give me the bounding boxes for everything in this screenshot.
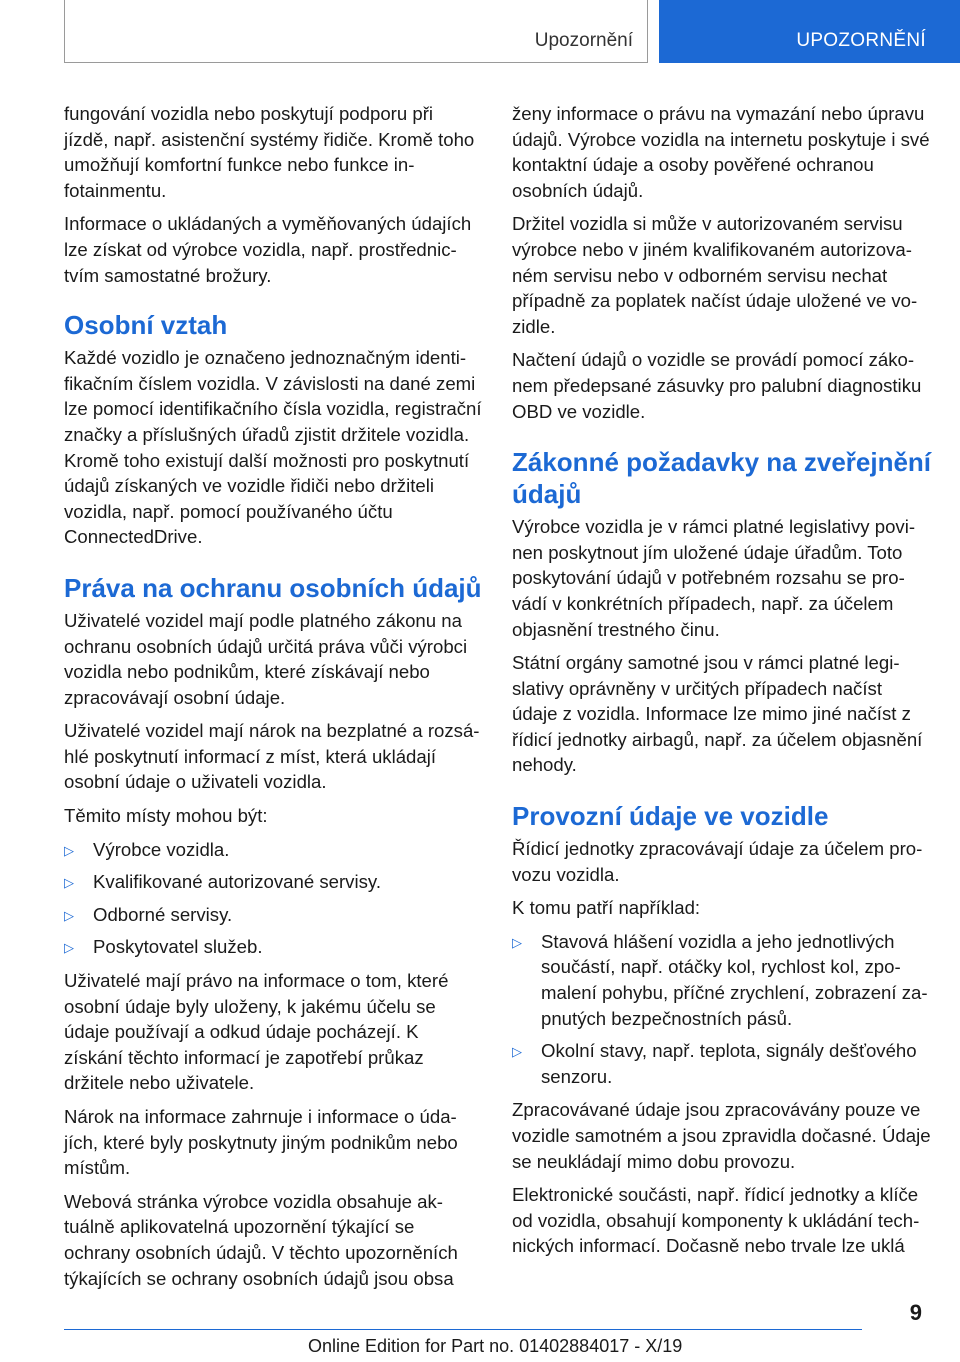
paragraph: K tomu patří například: xyxy=(512,897,701,919)
paragraph: Nárok na informace zahrnuje i informace o údajích, které byly poskytnuty jiným podnikům nebo místům. xyxy=(64,1106,458,1179)
heading-data-protection-rights: Práva na ochranu osobních údajů xyxy=(64,572,482,603)
page-number: 9 xyxy=(909,1300,922,1325)
paragraph: Informace o ukládaných a vyměňovaných údajích lze získat od výrobce vozidla, např. prostřednictvím samostatné brožury. xyxy=(64,213,472,286)
paragraph: Uživatelé vozidel mají podle platného zákonu na ochranu osobních údajů určitá práva vůči výrobci vozidla nebo podnikům, které získávají nebo zpracovávají osobní údaje. xyxy=(64,609,468,708)
paragraph: Načtení údajů o vozidle se provádí pomocí zákonem předepsané zásuvky pro palubní diagnostiku OBD ve vozidle. xyxy=(512,349,922,422)
paragraph: Zpracovávané údaje jsou zpracovávány pouze ve vozidle samotném a jsou zpravidla dočasné. Údaje se neukládají mimo dobu provozu. xyxy=(512,1099,931,1172)
bullet-list xyxy=(512,929,932,1090)
right-column xyxy=(512,101,932,1267)
paragraph: Uživatelé mají právo na informace o tom, které osobní údaje byly uloženy, k jakému účelu se údaje používají a odkud údaje pocházejí. K získání těchto informací je zapotřebí průkaz držitele nebo uživatele. xyxy=(64,970,449,1094)
list-item: ▷ Kvalifikované autorizované servisy. xyxy=(64,869,482,895)
footer-edition-text: Online Edition for Part no. 01402884017 - X/19 xyxy=(308,1336,683,1356)
left-column xyxy=(64,101,482,1299)
footer-divider xyxy=(64,1329,862,1330)
paragraph: fungování vozidla nebo poskytují podporu při jízdě, např. asistenční systémy řidiče. Kromě toho umožňují komfortní funkce nebo funkce infotainmentu. xyxy=(64,103,475,201)
list-item: ▷ Stavová hlášení vozidla a jeho jednotlivých součástí, např. otáčky kol, rychlost kol, zpomalení pohybu, příčné zrychlení, zobrazení zapnutých bezpečnostních pásů. xyxy=(512,930,928,1029)
paragraph: Držitel vozidla si může v autorizovaném servisu výrobce nebo v jiném kvalifikovaném autorizovaném servisu nebo v odborném servisu nechat případně za poplatek načíst údaje uložené ve vozidle. xyxy=(512,213,918,337)
triangle-bullet-icon: ▷ xyxy=(64,875,74,891)
list-item: ▷ Poskytovatel služeb. xyxy=(64,934,482,960)
paragraph: Každé vozidlo je označeno jednoznačným identifikačním číslem vozidla. V závislosti na dané zemi lze pomocí identifikačního čísla vozidla, registrační značky a příslušných úřadů zjistit držitele vozidla. Kromě toho existují další možnosti pro poskytnutí údajů získaných ve vozidle řidiči nebo držiteli vozidla, např. pomocí používaného účtu ConnectedDrive. xyxy=(64,347,482,548)
paragraph: Uživatelé vozidel mají nárok na bezplatné a rozsáhlé poskytnutí informací z míst, která ukládají osobní údaje o uživateli vozidla. xyxy=(64,720,480,793)
bullet-list xyxy=(64,837,482,960)
triangle-bullet-icon: ▷ xyxy=(64,907,74,923)
paragraph: Státní orgány samotné jsou v rámci platné legislativy oprávněny v určitých případech načíst údaje z vozidla. Informace lze mimo jiné načíst z řídicí jednotky airbagů, např. za účelem objasnění nehody. xyxy=(512,652,923,776)
list-item: ▷ Odborné servisy. xyxy=(64,902,482,928)
header-chapter-title: UPOZORNĚNÍ xyxy=(796,30,926,51)
paragraph: Těmito místy mohou být: xyxy=(64,805,268,827)
triangle-bullet-icon: ▷ xyxy=(64,940,74,956)
heading-operating-data: Provozní údaje ve vozidle xyxy=(512,801,829,832)
heading-personal-relation: Osobní vztah xyxy=(64,310,228,341)
list-item: ▷ Okolní stavy, např. teplota, signály dešťového senzoru. xyxy=(512,1040,917,1087)
triangle-bullet-icon: ▷ xyxy=(64,842,74,858)
header-section-box xyxy=(64,0,648,63)
paragraph: Elektronické součásti, např. řídicí jednotky a klíče od vozidla, obsahují komponenty k ukládání technických informací. Dočasně nebo trvale lze uklá xyxy=(512,1184,920,1257)
triangle-bullet-icon: ▷ xyxy=(512,934,522,950)
paragraph: Webová stránka výrobce vozidla obsahuje aktuálně aplikovatelná upozornění týkající se ochrany osobních údajů. V těchto upozorněních týkajících se ochrany osobních údajů jsou obsa xyxy=(64,1190,458,1289)
paragraph: ženy informace o právu na vymazání nebo úpravu údajů. Výrobce vozidla na internetu poskytuje i své kontaktní údaje a osoby pověřené ochranou osobních údajů. xyxy=(512,103,930,201)
paragraph: Řídicí jednotky zpracovávají údaje za účelem provozu vozidla. xyxy=(512,838,923,885)
list-item: ▷ Výrobce vozidla. xyxy=(64,837,482,863)
header-section-title: Upozornění xyxy=(534,30,633,51)
paragraph: Výrobce vozidla je v rámci platné legislativy povinen poskytnout jím uložené údaje úřadům. Toto poskytování údajů v potřebném rozsahu se provádí v konkrétních případech, např. za účelem objasnění trestného činu. xyxy=(512,516,916,640)
triangle-bullet-icon: ▷ xyxy=(512,1044,522,1060)
heading-legal-requirements: Zákonné požadavky na zveřejnění údajů xyxy=(512,447,932,510)
header-chapter-tab xyxy=(659,0,960,63)
